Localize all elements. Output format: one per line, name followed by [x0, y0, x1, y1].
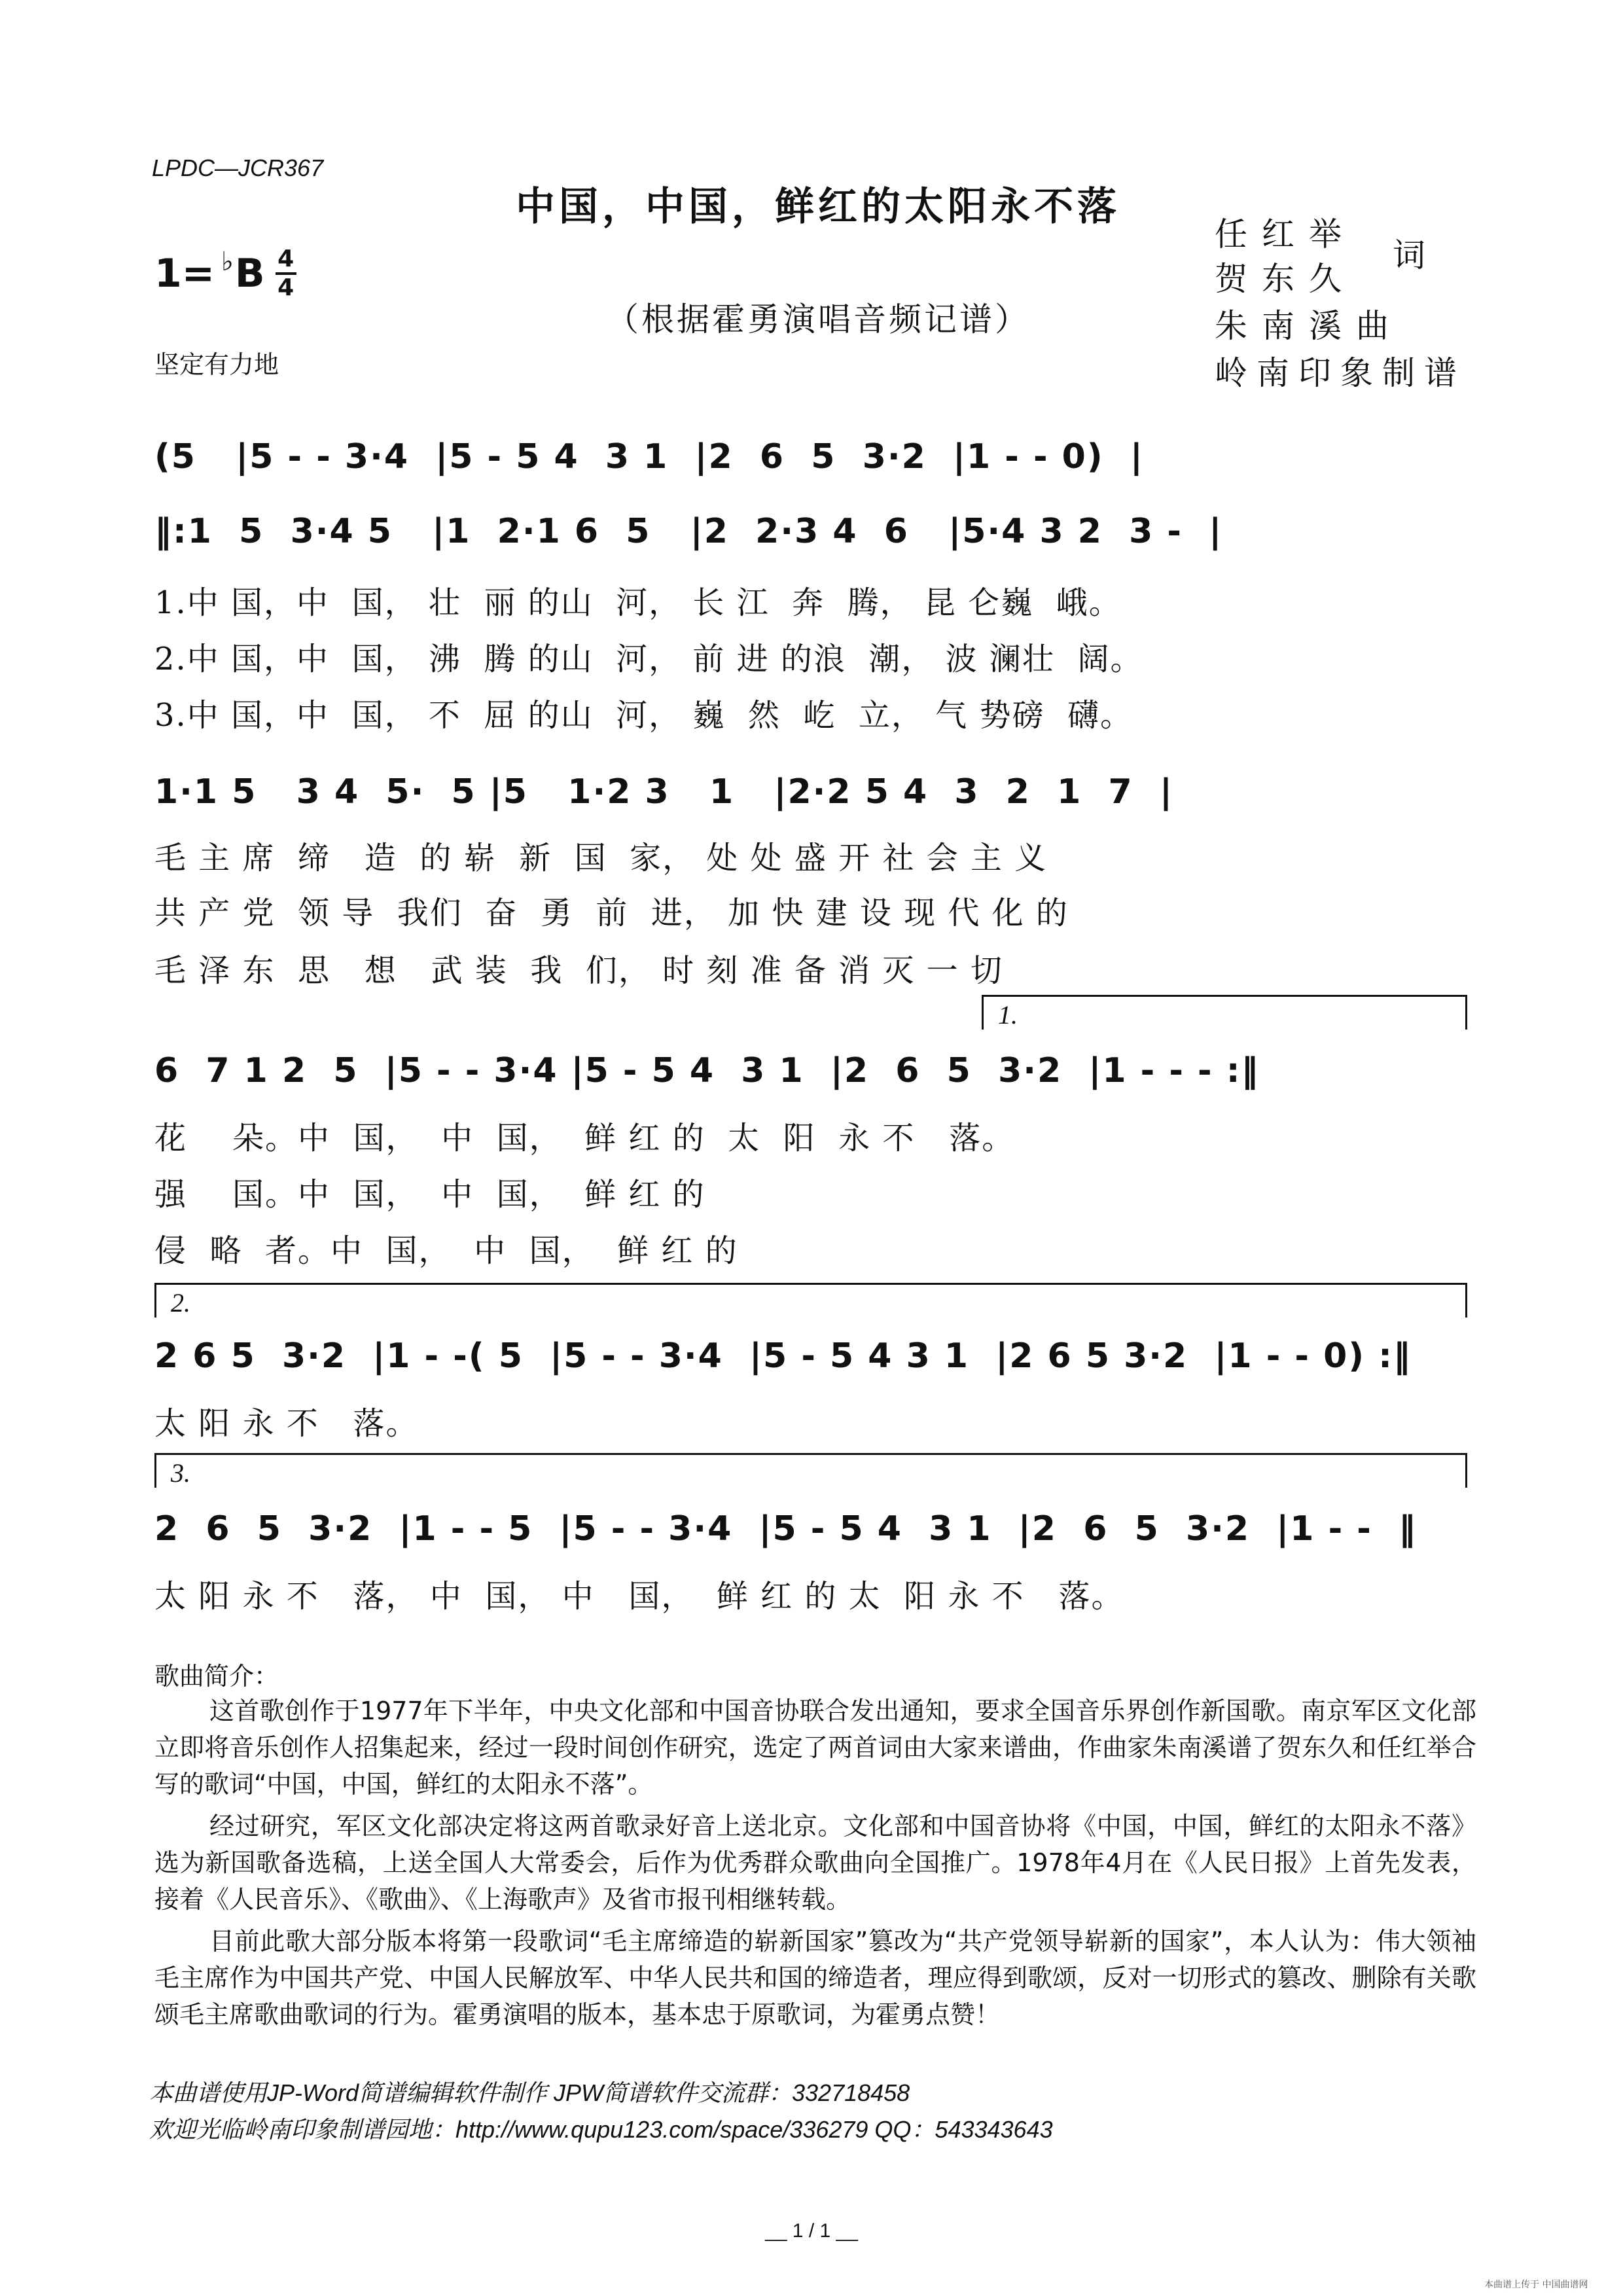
- intro-paragraph-2: 经过研究，军区文化部决定将这两首歌录好音上送北京。文化部和中国音协将《中国，中国，鲜红的太阳永不落》选为新国歌备选稿，上送全国人大常委会，后作为优秀群众歌曲向全国推广。1978年4月在《人民日报》上首先发表，接着《人民音乐》、《歌曲》、《上海歌声》及省市报刊相继转载。: [154, 1812, 1476, 1914]
- lyric-line-3c: 毛 泽 东 思 想 武 装 我 们， 时 刻 准 备 消 灭 一 切: [154, 952, 1003, 989]
- lyric-line-3b: 共 产 党 领 导 我们 奋 勇 前 进， 加 快 建 设 现 代 化 的: [154, 895, 1069, 931]
- lyric-line-3a: 毛 主 席 缔 造 的 崭 新 国 家， 处 处 盛 开 社 会 主 义: [154, 840, 1048, 876]
- key-prefix: 1=: [154, 251, 215, 296]
- tempo-marking: 坚定有力地: [154, 350, 279, 379]
- footer-software: 本曲谱使用JP-Word简谱编辑软件制作 JPW简谱软件交流群：332718458: [149, 2079, 910, 2106]
- arranger: 岭南印象制谱: [1215, 354, 1466, 392]
- lyricist-2: 贺东久: [1215, 260, 1356, 298]
- key-note: B: [234, 251, 265, 296]
- intro-heading: 歌曲简介：: [154, 1662, 279, 1691]
- footer-website: 欢迎光临岭南印象制谱园地：http://www.qupu123.com/space/336279 QQ：543343643: [149, 2116, 1053, 2143]
- meter-bottom: 4: [277, 274, 294, 301]
- intro-paragraph-1: 这首歌创作于1977年下半年，中央文化部和中国音协联合发出通知，要求全国音乐界创作新国歌。南京军区文化部立即将音乐创作人招集起来，经过一段时间创作研究，选定了两首词由大家来谱曲，作曲家朱南溪谱了贺东久和任红举合写的歌词“中国，中国，鲜红的太阳永不落”。: [154, 1696, 1476, 1799]
- site-stamp: 本曲谱上传于 中国曲谱网: [1484, 2280, 1588, 2290]
- flat-icon: ♭: [221, 247, 234, 277]
- notation-line-6: 2 6 5 3·2 |1 - - 5 |5 - - 3·4 |5 - 5 4 3 1 |2 6 5 3·2 |1 - - ‖: [154, 1509, 1418, 1549]
- notation-line-3: 1·1 5 3 4 5· 5 |5 1·2 3 1 |2·2 5 4 3 2 1 7 |: [154, 772, 1173, 812]
- score-code: LPDC—JCR367: [152, 154, 324, 181]
- lyric-credit-mark: 词: [1393, 236, 1425, 274]
- song-title: 中国，中国，鲜红的太阳永不落: [516, 184, 1120, 230]
- lyric-line-4b: 强 国。中 国， 中 国， 鲜 红 的: [154, 1176, 705, 1213]
- page-number: __ 1 / 1 __: [765, 2220, 858, 2242]
- volta-label-3: 3.: [171, 1458, 190, 1488]
- composer: 朱南溪曲: [1215, 307, 1403, 345]
- volta-bracket-2: [154, 1283, 1467, 1318]
- lyric-line-6: 太 阳 永 不 落， 中 国， 中 国， 鲜 红 的 太 阳 永 不 落。: [154, 1578, 1124, 1615]
- song-subtitle: （根据霍勇演唱音频记谱）: [606, 300, 1030, 338]
- notation-line-1: (5 |5 - - 3·4 |5 - 5 4 3 1 |2 6 5 3·2 |1 - - 0) |: [154, 437, 1144, 476]
- volta-label-2: 2.: [171, 1288, 190, 1318]
- lyric-line-4c: 侵 略 者。中 国， 中 国， 鲜 红 的: [154, 1232, 738, 1269]
- volta-bracket-1: [982, 995, 1467, 1030]
- lyric-verse-2: 2.中 国，中 国， 沸 腾 的山 河， 前 进 的浪 潮， 波 澜壮 阔。: [154, 641, 1143, 677]
- lyric-verse-1: 1.中 国，中 国， 壮 丽 的山 河， 长 江 奔 腾， 昆 仑巍 峨。: [154, 584, 1122, 621]
- time-signature: [276, 246, 296, 301]
- meter-top: 4: [277, 245, 294, 272]
- notation-line-5: 2 6 5 3·2 |1 - -( 5 |5 - - 3·4 |5 - 5 4 3 1 |2 6 5 3·2 |1 - - 0) :‖: [154, 1336, 1412, 1376]
- volta-bracket-3: [154, 1453, 1467, 1488]
- intro-paragraph-3: 目前此歌大部分版本将第一段歌词“毛主席缔造的崭新国家”篡改为“共产党领导崭新的国家”，本人认为：伟大领袖毛主席作为中国共产党、中国人民解放军、中华人民共和国的缔造者，理应得到歌颂，反对一切形式的篡改、删除有关歌颂毛主席歌曲歌词的行为。霍勇演唱的版本，基本忠于原歌词，为霍勇点赞！: [154, 1927, 1476, 2029]
- lyric-line-5: 太 阳 永 不 落。: [154, 1405, 419, 1442]
- notation-line-4: 6 7 1 2 5 |5 - - 3·4 |5 - 5 4 3 1 |2 6 5 3·2 |1 - - - :‖: [154, 1051, 1260, 1090]
- notation-line-2: ‖:1 5 3·4 5 |1 2·1 6 5 |2 2·3 4 6 |5·4 3 2 3 - |: [154, 512, 1223, 551]
- volta-label-1: 1.: [998, 1000, 1018, 1030]
- lyric-verse-3: 3.中 国，中 国， 不 屈 的山 河， 巍 然 屹 立， 气 势磅 礴。: [154, 697, 1133, 734]
- key-signature: [154, 246, 296, 301]
- lyricist-1: 任红举: [1215, 215, 1356, 253]
- lyric-line-4a: 花 朵。中 国， 中 国， 鲜 红 的 太 阳 永 不 落。: [154, 1120, 1015, 1157]
